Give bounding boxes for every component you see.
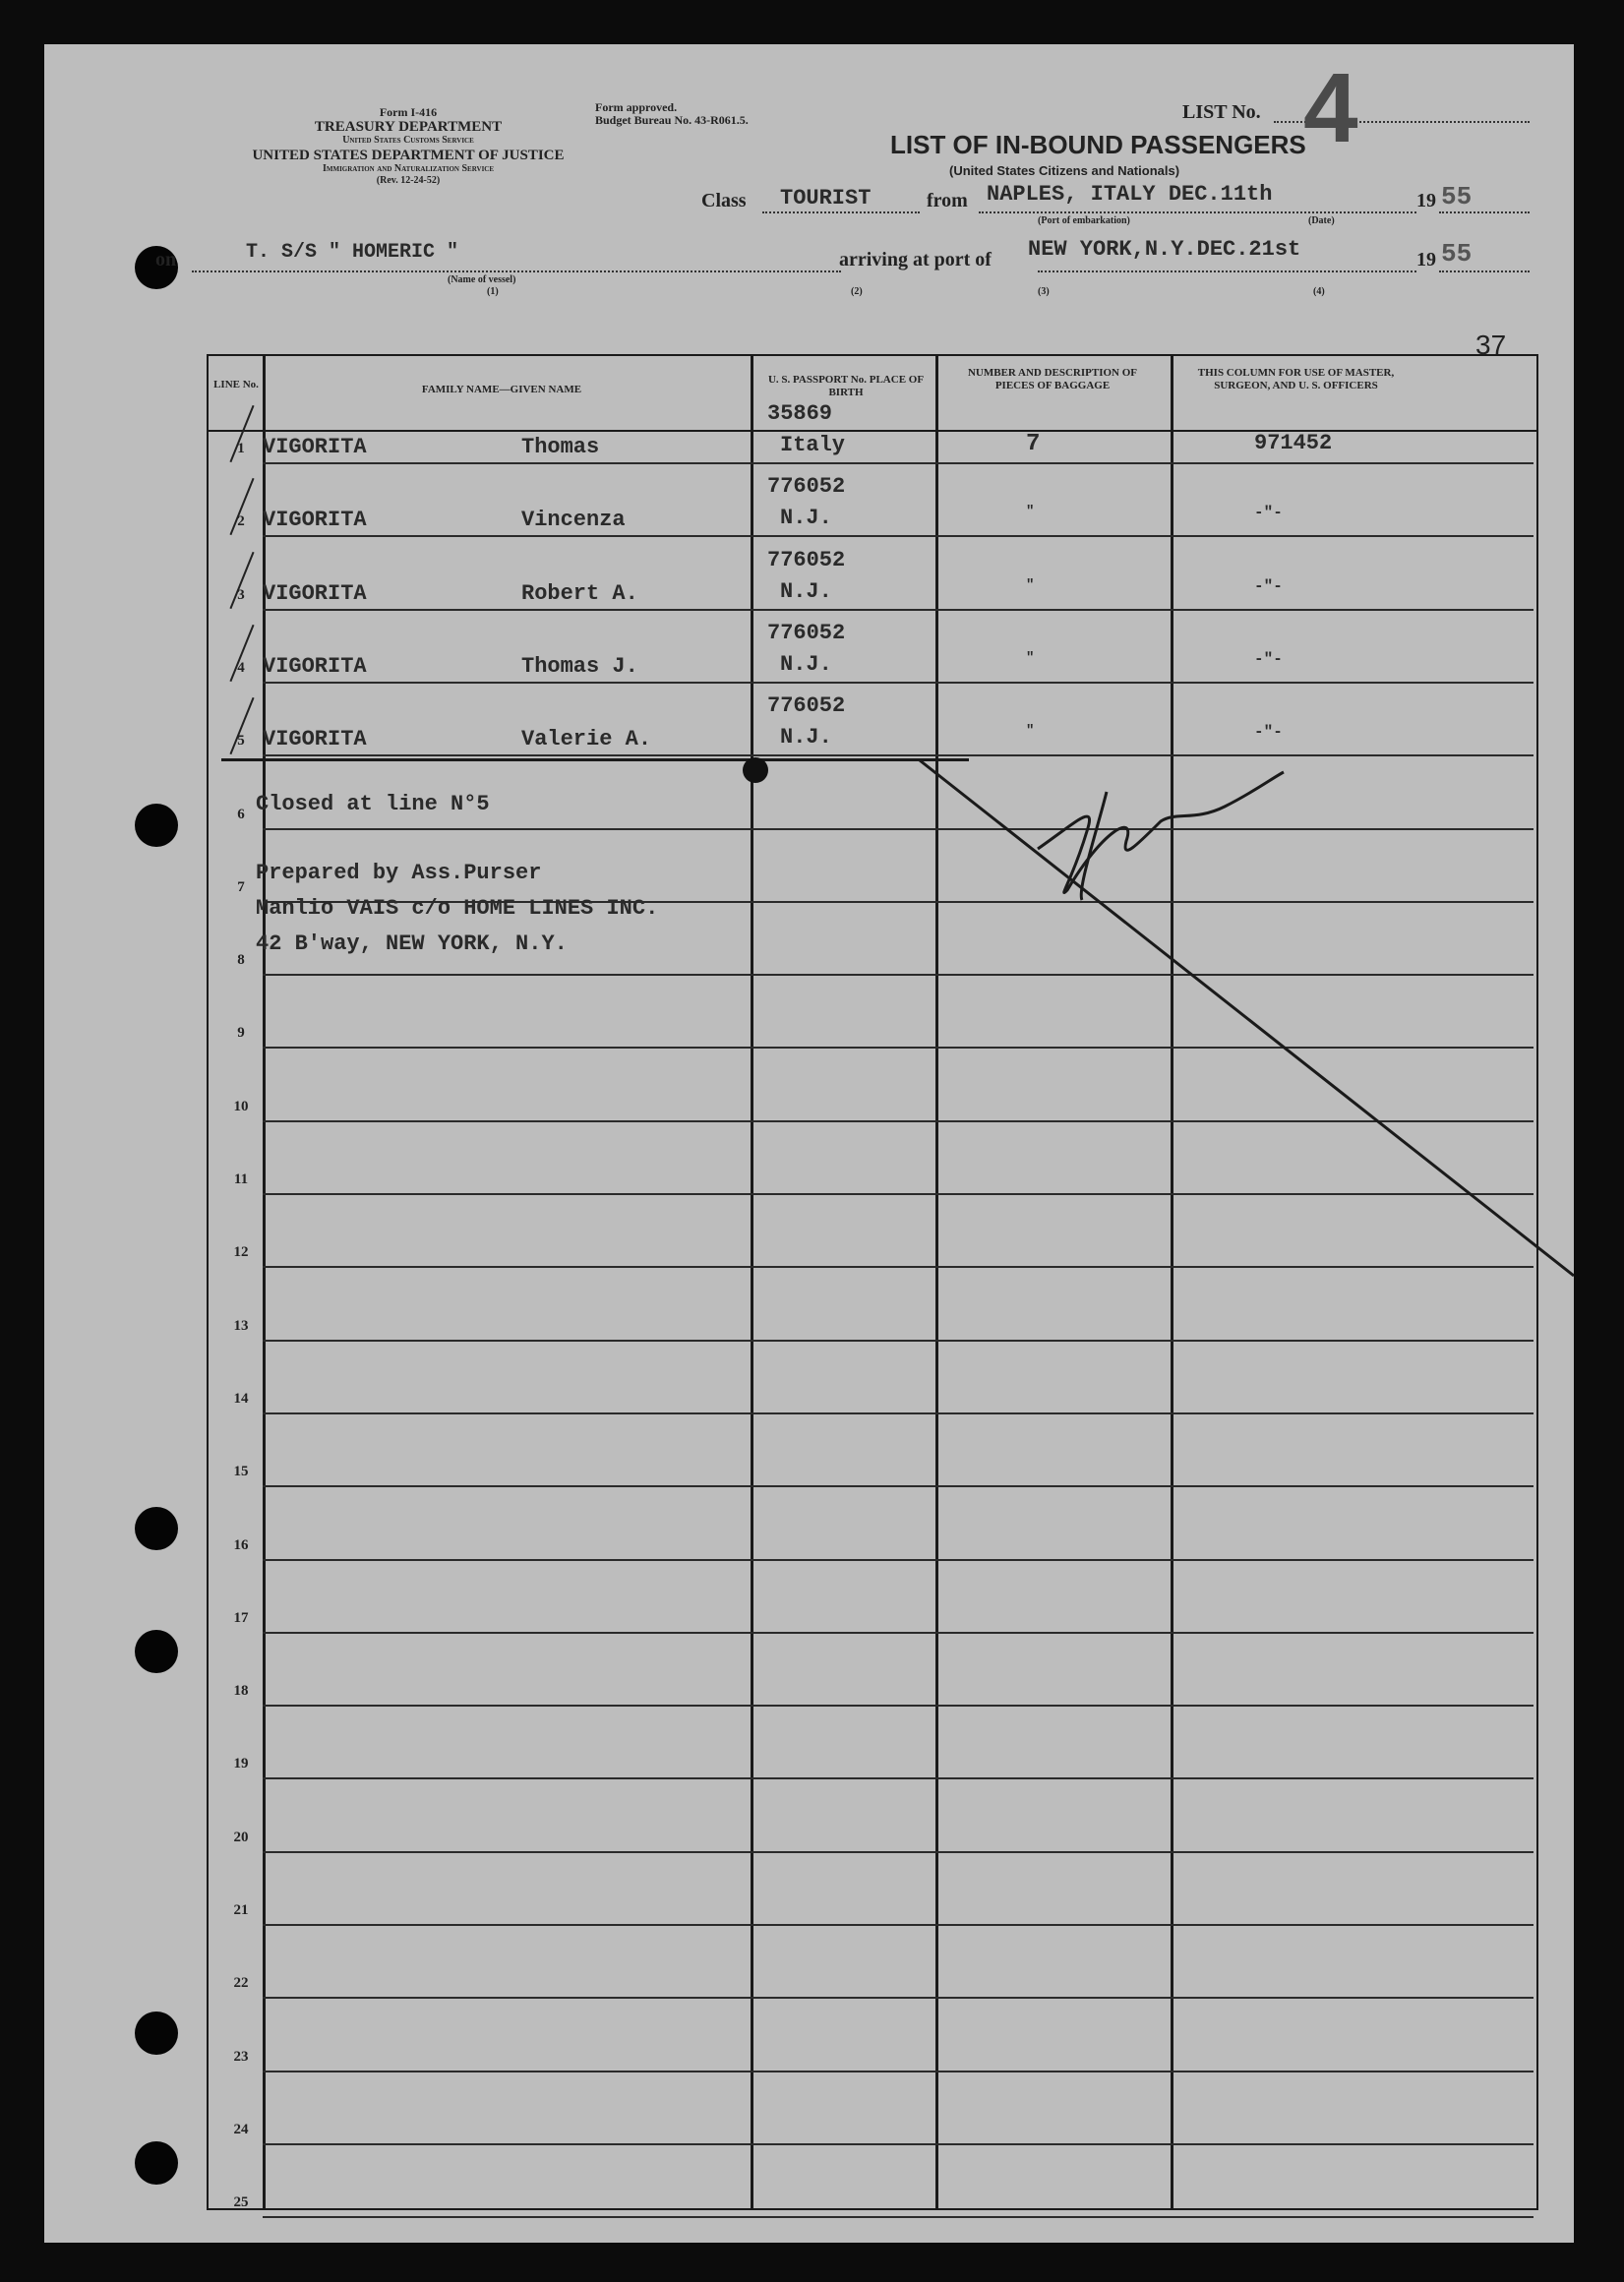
class-value: TOURIST: [780, 186, 872, 210]
baggage-count: ": [1026, 504, 1035, 520]
address-note: 42 B'way, NEW YORK, N.Y.: [256, 931, 568, 956]
line-number: 18: [233, 1683, 249, 1700]
family-name: VIGORITA: [263, 508, 367, 533]
line-number: 10: [233, 1098, 249, 1114]
line-number: 23: [233, 2048, 249, 2065]
line-number: 3: [237, 586, 245, 603]
customs-label: United States Customs Service: [342, 135, 474, 146]
doj-label: UNITED STATES DEPARTMENT OF JUSTICE: [252, 148, 565, 163]
date-caption: (Date): [1308, 215, 1335, 226]
on-label: on: [155, 249, 177, 270]
year-prefix-2: 19: [1416, 249, 1436, 270]
list-number: 4: [1303, 53, 1358, 163]
port-embark-caption: (Port of embarkation): [1038, 215, 1130, 226]
line-number: 13: [233, 1317, 249, 1334]
form-sheet: Form I-416 TREASURY DEPARTMENT United States Customs Service UNITED STATES DEPARTMENT OF JUSTICE Immigration and Naturalization Service (Rev. 12-24-52) Form approved. Budget Bureau No. 43-R061.5. LIST No. 4 LIST OF IN-BOUND PASSENGERS (United States Citizens and Nationals) Class TOURIST from NAPLES, ITALY DEC.11th 19 55 (Port of embarkation) (Date) on T. S/S " HOMERIC " (Name of vessel) (1) arriving at port of NEW YORK,N.Y.DEC.21st 19 55 (2) (3) (4) 37 LINE No. FAMILY NAME—GIVEN NAME U. S. PASSPORT No. PLACE OF BIRTH NUMBER AND DESCRIPTION OF PIECES OF BAGGAGE THIS COLUMN FOR USE OF MASTER, SURGEON, AND U. S. OFFICERS 1 2 3 4 5 6 7 8 9 10 11 12 13 14 15 16 17 18 19 20 21 22 23 24 25 VIGORITA Thomas 35869 Italy 7 971452 VIGORITA Vincenza 776052 N.J. " -"- VIGORITA Robert A. 776052 N.J. " -"- VIGORITA Thomas J. 776052 N.J. " -"- VIGORITA Valerie A. 776052 N.J. " -"- Closed at line N°5 Prepared by Ass.Purser Manlio VAIS c/o HOME LINES INC. 42 B'way, NEW YORK, N.Y.: [44, 44, 1574, 2243]
baggage-count: ": [1026, 576, 1035, 593]
officer-note: -"-: [1254, 576, 1283, 595]
page-title: LIST OF IN-BOUND PASSENGERS: [890, 130, 1306, 159]
place-of-birth: N.J.: [780, 578, 832, 604]
prepared-note: Prepared by Ass.Purser: [256, 861, 542, 885]
given-name: Thomas J.: [521, 653, 638, 679]
year-prefix: 19: [1416, 190, 1436, 211]
place-of-birth: N.J.: [780, 725, 832, 751]
page-subtitle: (United States Citizens and Nationals): [949, 163, 1180, 178]
line-number: 7: [237, 878, 245, 895]
line-number: 4: [237, 659, 245, 676]
closed-note: Closed at line N°5: [256, 792, 490, 816]
line-number: 15: [233, 1464, 249, 1480]
baggage-count: ": [1026, 649, 1035, 666]
place-of-birth: Italy: [780, 433, 846, 457]
approved-label: Form approved.: [595, 100, 678, 114]
vessel-value: T. S/S " HOMERIC ": [246, 241, 459, 264]
agent-note: Manlio VAIS c/o HOME LINES INC.: [256, 896, 659, 921]
officer-note: -"-: [1254, 649, 1283, 668]
family-name: VIGORITA: [263, 435, 367, 459]
baggage-count: ": [1026, 723, 1035, 740]
col-line-no: LINE No.: [213, 379, 259, 390]
line-number: 19: [233, 1756, 249, 1772]
officer-note: 971452: [1254, 431, 1333, 455]
page-number: 37: [1475, 330, 1507, 360]
signature: [1038, 772, 1284, 893]
line-number: 6: [237, 806, 245, 822]
ins-label: Immigration and Naturalization Service: [322, 163, 495, 174]
line-number: 1: [237, 441, 245, 456]
line-number: 22: [233, 1975, 249, 1992]
form-number: Form I-416: [379, 105, 438, 119]
treasury-label: TREASURY DEPARTMENT: [314, 119, 503, 135]
col-passport: U. S. PASSPORT No. PLACE OF BIRTH: [767, 374, 925, 398]
passport-number: 776052: [767, 547, 846, 572]
list-no-label: LIST No.: [1182, 101, 1261, 123]
given-name: Thomas: [521, 435, 600, 459]
family-name: VIGORITA: [263, 727, 367, 752]
family-name: VIGORITA: [263, 580, 367, 606]
line-number: 11: [233, 1171, 249, 1187]
cancellation-line: [44, 44, 1574, 2243]
passport-number: 776052: [767, 620, 846, 645]
passport-number: 35869: [767, 401, 833, 426]
vessel-caption: (Name of vessel): [448, 274, 516, 285]
line-number: 16: [233, 1536, 249, 1553]
col-officers: THIS COLUMN FOR USE OF MASTER, SURGEON, AND U. S. OFFICERS: [1197, 367, 1395, 391]
year-suffix-2: 55: [1441, 239, 1473, 269]
line-number: 20: [233, 1829, 249, 1845]
revision-label: (Rev. 12-24-52): [376, 175, 441, 186]
line-number: 8: [237, 952, 245, 969]
passport-number: 776052: [767, 474, 846, 500]
officer-note: -"-: [1254, 723, 1283, 742]
place-of-birth: N.J.: [780, 506, 832, 531]
line-number: 25: [233, 2194, 249, 2211]
line-number: 24: [233, 2121, 249, 2137]
year-suffix: 55: [1441, 182, 1473, 211]
arriving-value: NEW YORK,N.Y.DEC.21st: [1028, 237, 1301, 262]
budget-label: Budget Bureau No. 43-R061.5.: [595, 113, 749, 127]
line-number: 17: [233, 1609, 249, 1626]
class-label: Class: [701, 190, 747, 211]
line-number: 2: [237, 513, 245, 530]
given-name: Valerie A.: [521, 727, 652, 752]
line-number: 9: [237, 1025, 245, 1042]
given-name: Robert A.: [521, 580, 638, 606]
line-number: 12: [233, 1244, 249, 1261]
arriving-label: arriving at port of: [839, 249, 992, 270]
passport-number: 776052: [767, 693, 846, 719]
col-name: FAMILY NAME—GIVEN NAME: [421, 384, 582, 395]
family-name: VIGORITA: [263, 653, 367, 679]
baggage-count: 7: [1026, 431, 1041, 457]
officer-note: -"-: [1254, 504, 1283, 522]
from-value: NAPLES, ITALY DEC.11th: [987, 182, 1273, 207]
from-label: from: [927, 190, 968, 211]
given-name: Vincenza: [521, 508, 626, 533]
line-number: 5: [237, 733, 245, 750]
col-baggage: NUMBER AND DESCRIPTION OF PIECES OF BAGGAGE: [967, 367, 1138, 391]
line-number: 14: [233, 1390, 249, 1407]
line-number: 21: [233, 1902, 249, 1918]
place-of-birth: N.J.: [780, 651, 832, 677]
